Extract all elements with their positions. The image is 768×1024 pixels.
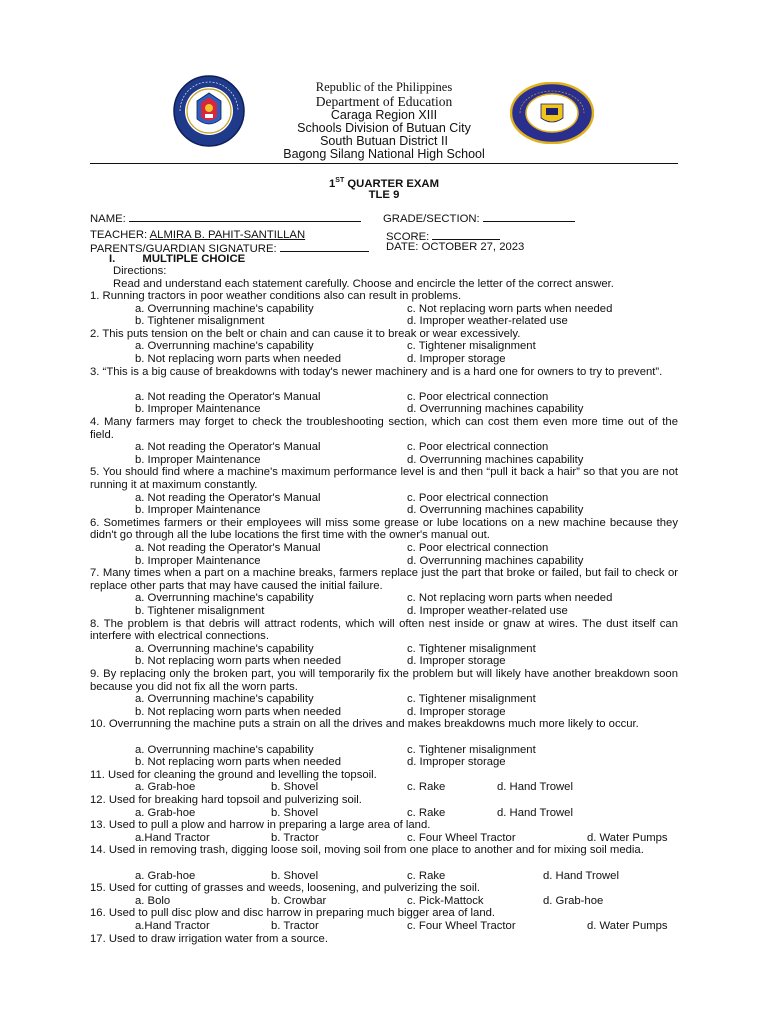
question-10-option[interactable]: c. Tightener misalignment (407, 743, 536, 756)
question-15-option[interactable]: d. Grab-hoe (543, 894, 604, 907)
question-13-text: 13. Used to pull a plow and harrow in preparing a large area of land. (90, 819, 431, 832)
question-5-option[interactable]: b. Improper Maintenance (135, 504, 261, 517)
date-field: DATE: OCTOBER 27, 2023 (386, 241, 525, 253)
question-12-option[interactable]: c. Rake (407, 806, 446, 819)
header-divider (90, 163, 678, 164)
question-10-text: 10. Overrunning the machine puts a strain on all the drives and makes breakdowns much more likely to occur. (90, 718, 639, 731)
header-department: Department of Education (315, 94, 453, 109)
directions-label: Directions: (113, 265, 167, 277)
exam-quarter-text: QUARTER EXAM (344, 177, 440, 190)
name-blank[interactable] (129, 211, 361, 222)
question-14-option[interactable]: b. Shovel (271, 869, 319, 882)
question-3-option[interactable]: d. Overrunning machines capability (407, 403, 584, 416)
question-3-option[interactable]: c. Poor electrical connection (407, 390, 549, 403)
question-2-option[interactable]: a. Overrunning machine's capability (135, 340, 314, 353)
question-16-text: 16. Used to pull disc plow and disc harrow in preparing much bigger area of land. (90, 907, 496, 920)
exam-quarter-suffix: ST (335, 177, 345, 184)
question-7-option[interactable]: d. Improper weather-related use (407, 605, 568, 617)
question-2-option[interactable]: b. Not replacing worn parts when needed (135, 353, 341, 365)
header-republic: Republic of the Philippines (315, 80, 453, 94)
question-13-option[interactable]: a.Hand Tractor (135, 831, 210, 844)
question-1-option[interactable]: d. Improper weather-related use (407, 315, 568, 328)
exam-subject: TLE 9 (368, 189, 400, 201)
question-6-option[interactable]: d. Overrunning machines capability (407, 554, 584, 567)
question-17-text: 17. Used to draw irrigation water from a source. (90, 932, 328, 945)
guardian-label: PARENTS/GUARDIAN SIGNATURE: (90, 243, 277, 255)
question-10-option[interactable]: d. Improper storage (407, 756, 506, 769)
question-4-option[interactable]: b. Improper Maintenance (135, 453, 261, 466)
question-15-option[interactable]: a. Bolo (135, 894, 171, 907)
directions-text: Read and understand each statement carefully. Choose and encircle the letter of the correct answer. (113, 278, 614, 290)
question-5-option[interactable]: c. Poor electrical connection (407, 491, 549, 504)
score-blank[interactable] (432, 229, 500, 240)
question-13-option[interactable]: b. Tractor (271, 831, 319, 844)
question-11-text: 11. Used for cleaning the ground and levelling the topsoil. (90, 768, 377, 781)
question-12-option[interactable]: d. Hand Trowel (497, 806, 573, 819)
question-1-text: 1. Running tractors in poor weather conditions also can result in problems. (90, 290, 462, 302)
name-label: NAME: (90, 213, 126, 225)
grade-field (383, 211, 575, 226)
header-district: South Butuan District II (320, 134, 448, 148)
section-heading (109, 253, 245, 266)
section-number: I. (109, 253, 116, 265)
question-6-option[interactable]: c. Poor electrical connection (407, 542, 549, 554)
question-4-option[interactable]: a. Not reading the Operator's Manual (135, 441, 321, 454)
question-3-option[interactable]: a. Not reading the Operator's Manual (135, 390, 321, 403)
question-13-option[interactable]: d. Water Pumps (587, 831, 668, 844)
question-9-text: 9. By replacing only the broken part, you will temporarily fix the problem but will likely have another breakdown soon because you did not fix all the worn parts. (90, 668, 678, 693)
question-14-option[interactable]: c. Rake (407, 869, 446, 882)
question-12-option[interactable]: b. Shovel (271, 806, 319, 819)
question-5-option[interactable]: a. Not reading the Operator's Manual (135, 491, 321, 504)
question-16-option[interactable]: c. Four Wheel Tractor (407, 920, 516, 932)
question-2-option[interactable]: c. Tightener misalignment (407, 340, 536, 353)
question-9-option[interactable]: a. Overrunning machine's capability (135, 693, 314, 706)
header-school: Bagong Silang National High School (283, 147, 485, 161)
question-15-text: 15. Used for cutting of grasses and weeds, loosening, and pulverizing the soil. (90, 882, 480, 895)
grade-blank[interactable] (483, 211, 575, 222)
question-6-option[interactable]: a. Not reading the Operator's Manual (135, 542, 321, 554)
section-title: MULTIPLE CHOICE (142, 253, 246, 265)
question-10-option[interactable]: a. Overrunning machine's capability (135, 743, 314, 756)
teacher-value: ALMIRA B. PAHIT-SANTILLAN (149, 229, 306, 241)
question-16-option[interactable]: d. Water Pumps (587, 920, 668, 932)
question-14-option[interactable]: a. Grab-hoe (135, 869, 196, 882)
name-field (90, 211, 361, 226)
question-1-option[interactable]: c. Not replacing worn parts when needed (407, 302, 613, 315)
score-label: SCORE: (386, 231, 430, 243)
question-1-option[interactable]: b. Tightener misalignment (135, 315, 265, 328)
question-10-option[interactable]: b. Not replacing worn parts when needed (135, 756, 341, 769)
question-8-text: 8. The problem is that debris will attract rodents, which will often nest inside or gnaw at wires. The dust itself can interfere with electrical connections. (90, 617, 678, 643)
teacher-field (90, 229, 305, 242)
question-8-option[interactable]: d. Improper storage (407, 655, 506, 668)
question-5-option[interactable]: d. Overrunning machines capability (407, 504, 584, 517)
question-15-option[interactable]: c. Pick-Mattock (407, 894, 484, 907)
question-11-option[interactable]: d. Hand Trowel (497, 781, 573, 794)
teacher-label: TEACHER: (90, 229, 148, 241)
question-7-option[interactable]: a. Overrunning machine's capability (135, 592, 314, 605)
question-11-option[interactable]: a. Grab-hoe (135, 781, 196, 794)
question-3-option[interactable]: b. Improper Maintenance (135, 403, 261, 416)
question-9-option[interactable]: c. Tightener misalignment (407, 693, 536, 706)
question-5-text: 5. You should find where a machine's maximum performance level is and then “pull it back a hair” so that you are not running it at maximum constantly. (90, 466, 678, 491)
question-8-option[interactable]: a. Overrunning machine's capability (135, 642, 314, 655)
question-12-option[interactable]: a. Grab-hoe (135, 806, 196, 819)
question-7-option[interactable]: c. Not replacing worn parts when needed (407, 592, 613, 605)
question-6-option[interactable]: b. Improper Maintenance (135, 554, 261, 567)
question-15-option[interactable]: b. Crowbar (271, 894, 327, 907)
question-14-option[interactable]: d. Hand Trowel (543, 869, 619, 882)
header-division: Schools Division of Butuan City (297, 121, 471, 135)
question-4-option[interactable]: c. Poor electrical connection (407, 441, 549, 454)
question-8-option[interactable]: b. Not replacing worn parts when needed (135, 655, 341, 668)
question-11-option[interactable]: c. Rake (407, 781, 446, 794)
question-14-text: 14. Used in removing trash, digging loose soil, moving soil from one place to another and for mixing soil media. (90, 844, 644, 857)
question-12-text: 12. Used for breaking hard topsoil and pulverizing soil. (90, 794, 362, 806)
grade-label: GRADE/SECTION: (383, 213, 480, 225)
question-4-option[interactable]: d. Overrunning machines capability (407, 453, 584, 466)
question-6-text: 6. Sometimes farmers or their employees will miss some grease or lube locations on a new machine because they didn't go through all the lube locations the first time with the owner's manual out. (90, 516, 678, 542)
question-11-option[interactable]: b. Shovel (271, 781, 319, 794)
question-7-option[interactable]: b. Tightener misalignment (135, 605, 265, 617)
question-2-option[interactable]: d. Improper storage (407, 353, 506, 365)
question-7-text: 7. Many times when a part on a machine breaks, farmers replace just the part that broke or failed, but fail to check or replace other parts that may have caused the initial failure. (90, 567, 678, 592)
guardian-blank[interactable] (280, 241, 369, 252)
question-8-option[interactable]: c. Tightener misalignment (407, 642, 536, 655)
question-9-option[interactable]: b. Not replacing worn parts when needed (135, 705, 341, 718)
question-16-option[interactable]: a.Hand Tractor (135, 920, 210, 932)
question-9-option[interactable]: d. Improper storage (407, 705, 506, 718)
exam-quarter-number: 1 (328, 177, 336, 190)
question-3-text: 3. “This is a big cause of breakdowns with today's newer machinery and is a hard one for owners to try to prevent”. (90, 365, 663, 378)
question-4-text: 4. Many farmers may forget to check the troubleshooting section, which can cost them even more time out of the field. (90, 416, 678, 441)
question-13-option[interactable]: c. Four Wheel Tractor (407, 831, 516, 844)
question-2-text: 2. This puts tension on the belt or chain and can cause it to break or wear excessively. (90, 327, 521, 340)
question-16-option[interactable]: b. Tractor (271, 920, 319, 932)
question-1-option[interactable]: a. Overrunning machine's capability (135, 302, 314, 315)
header-region: Caraga Region XIII (330, 108, 438, 122)
